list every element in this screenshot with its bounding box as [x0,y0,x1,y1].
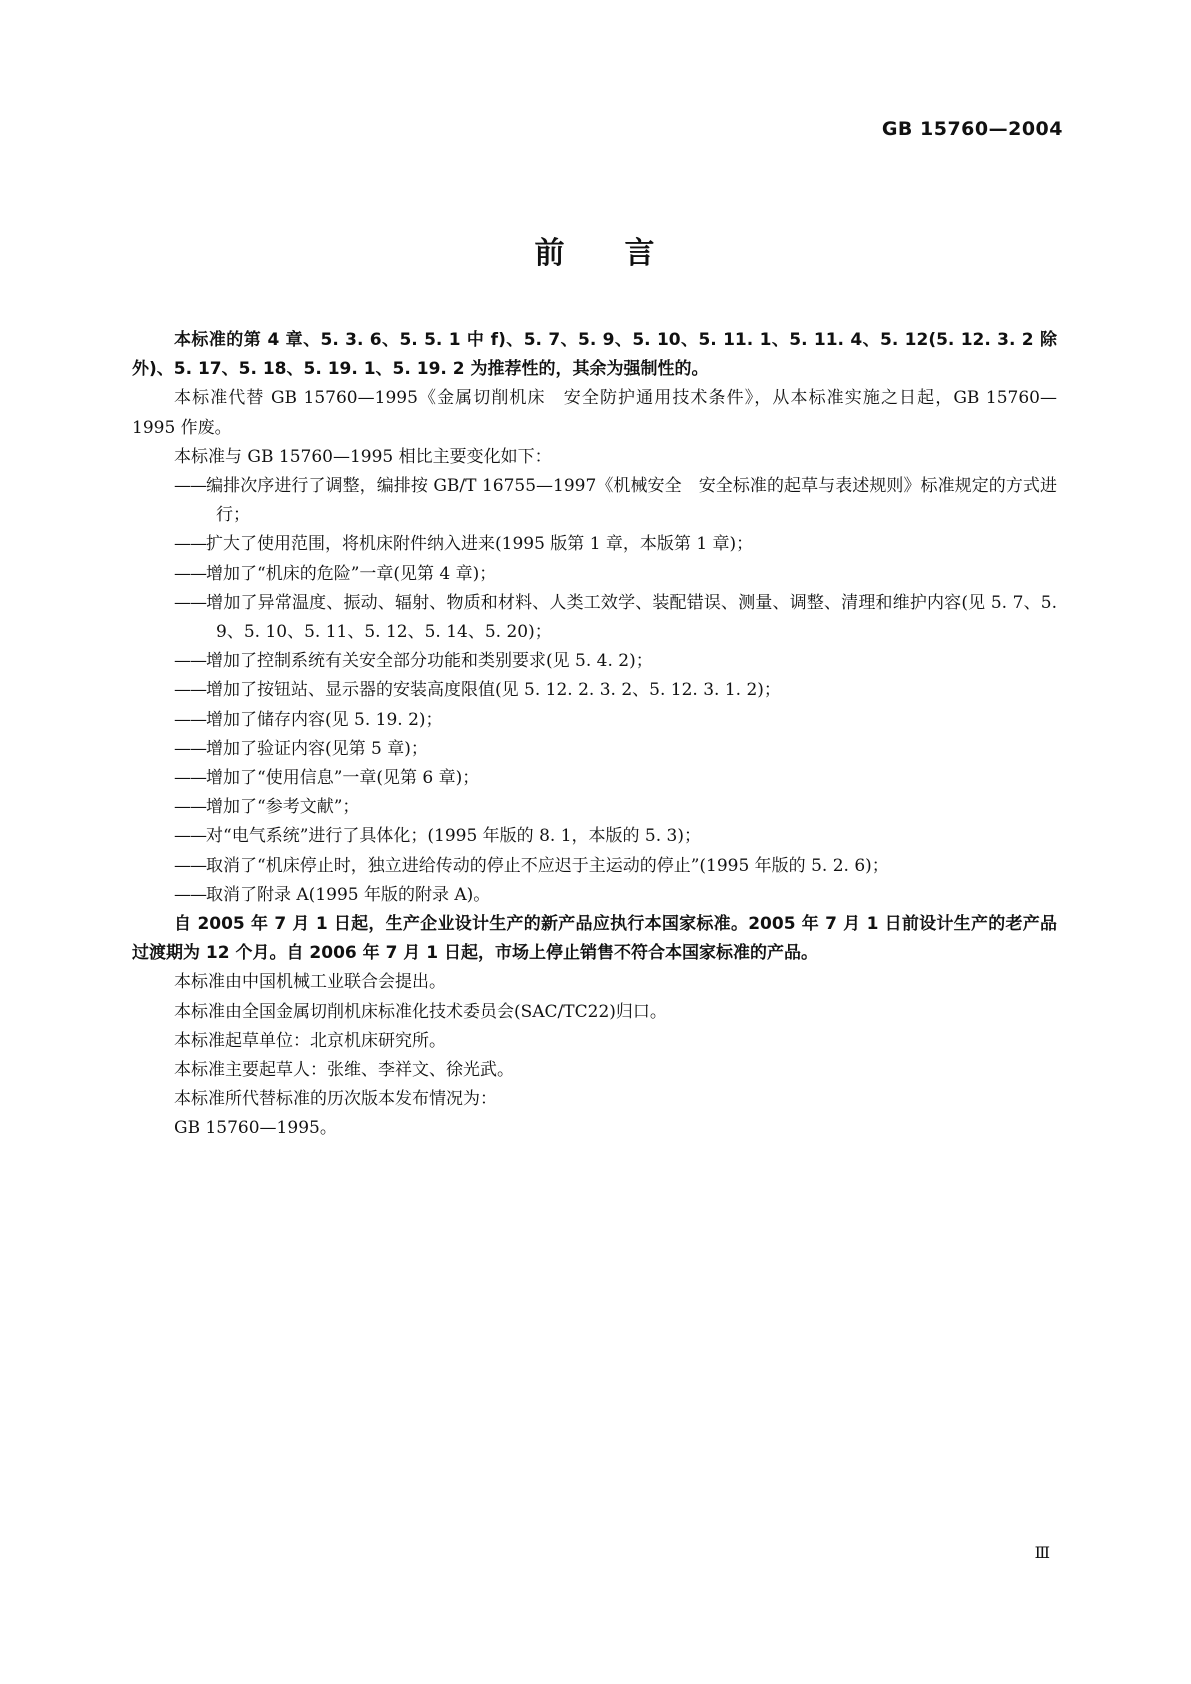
foreword-body [132,326,1057,1144]
list-item [132,764,1057,793]
dash-marker: —— [174,534,206,555]
changes-intro: 本标准与 GB 15760—1995 相比主要变化如下： [174,446,552,467]
title-char-1: 前 [534,236,567,271]
dash-marker: —— [174,884,206,905]
dash-marker: —— [174,826,206,847]
dash-marker: —— [174,563,206,584]
list-item-text: 取消了附录 A(1995 年版的附录 A)。 [206,884,491,905]
list-item-text: 增加了控制系统有关安全部分功能和类别要求(见 5. 4. 2)； [206,651,653,672]
list-item-text: 对“电气系统”进行了具体化；(1995 年版的 8. 1，本版的 5. 3)； [206,826,701,847]
list-item-text: 增加了“参考文献”； [206,797,360,818]
page-number: Ⅲ [1034,1543,1050,1562]
list-item-text: 增加了异常温度、振动、辐射、物质和材料、人类工效学、装配错误、测量、调整、清理和维护内容(见 5. 7、5. 9、5. 10、5. 11、5. 12、5. 14、5. 20)； [206,592,1057,643]
list-item [132,530,1057,559]
drafters: 本标准主要起草人：张维、李祥文、徐光武。 [174,1060,514,1081]
proposed-by: 本标准由中国机械工业联合会提出。 [174,972,446,993]
list-item-text: 增加了储存内容(见 5. 19. 2)； [206,709,443,730]
dash-marker: —— [174,680,206,701]
dash-marker: —— [174,651,206,672]
dash-marker: —— [174,797,206,818]
list-item [132,735,1057,764]
list-item-text: 增加了“使用信息”一章(见第 6 章)； [206,768,480,789]
dash-marker: —— [174,592,206,613]
list-item [132,822,1057,851]
intro-paragraph: 本标准的第 4 章、5. 3. 6、5. 5. 1 中 f)、5. 7、5. 9、5. 10、5. 11. 1、5. 11. 4、5. 12(5. 12. 3. 2 除外)、5. 17、5. 18、5. 19. 1、5. 19. 2 为推荐性的，其余为强制性的。 [132,330,1057,380]
list-item-text: 扩大了使用范围，将机床附件纳入进来(1995 版第 1 章，本版第 1 章)； [206,534,754,555]
list-item [132,881,1057,910]
dash-marker: —— [174,768,206,789]
effective-date-paragraph: 自 2005 年 7 月 1 日起，生产企业设计生产的新产品应执行本国家标准。2005 年 7 月 1 日前设计生产的老产品过渡期为 12 个月。自 2006 年 7 月 1 日起，市场上停止销售不符合本国家标准的产品。 [132,914,1057,964]
list-item [132,676,1057,705]
list-item [132,589,1057,647]
replaces-paragraph: 本标准代替 GB 15760—1995《金属切削机床 安全防护通用技术条件》，从本标准实施之日起，GB 15760—1995 作废。 [132,388,1057,438]
list-item [132,852,1057,881]
drafting-unit: 本标准起草单位：北京机床研究所。 [174,1030,446,1051]
list-item [132,793,1057,822]
dash-marker: —— [174,476,206,497]
standard-code-header: GB 15760—2004 [881,118,1063,140]
list-item-text: 编排次序进行了调整，编排按 GB/T 16755—1997《机械安全 安全标准的起草与表述规则》标准规定的方式进行； [206,476,1057,526]
list-item-text: 增加了验证内容(见第 5 章)； [206,738,428,759]
changes-list [132,472,1057,910]
title-char-2: 言 [624,236,657,271]
history-item: GB 15760—1995。 [174,1118,337,1139]
dash-marker: —— [174,855,206,876]
list-item [132,706,1057,735]
list-item [132,560,1057,589]
list-item-text: 取消了“机床停止时，独立进给传动的停止不应迟于主运动的停止”(1995 年版的 5. 2. 6)； [206,855,889,876]
dash-marker: —— [174,709,206,730]
list-item [132,647,1057,676]
managed-by: 本标准由全国金属切削机床标准化技术委员会(SAC/TC22)归口。 [174,1001,667,1022]
page-title [0,228,1191,272]
list-item-text: 增加了按钮站、显示器的安装高度限值(见 5. 12. 2. 3. 2、5. 12. 3. 1. 2)； [206,680,781,701]
list-item-text: 增加了“机床的危险”一章(见第 4 章)； [206,563,497,584]
dash-marker: —— [174,738,206,759]
history-intro: 本标准所代替标准的历次版本发布情况为： [174,1089,497,1110]
list-item [132,472,1057,530]
